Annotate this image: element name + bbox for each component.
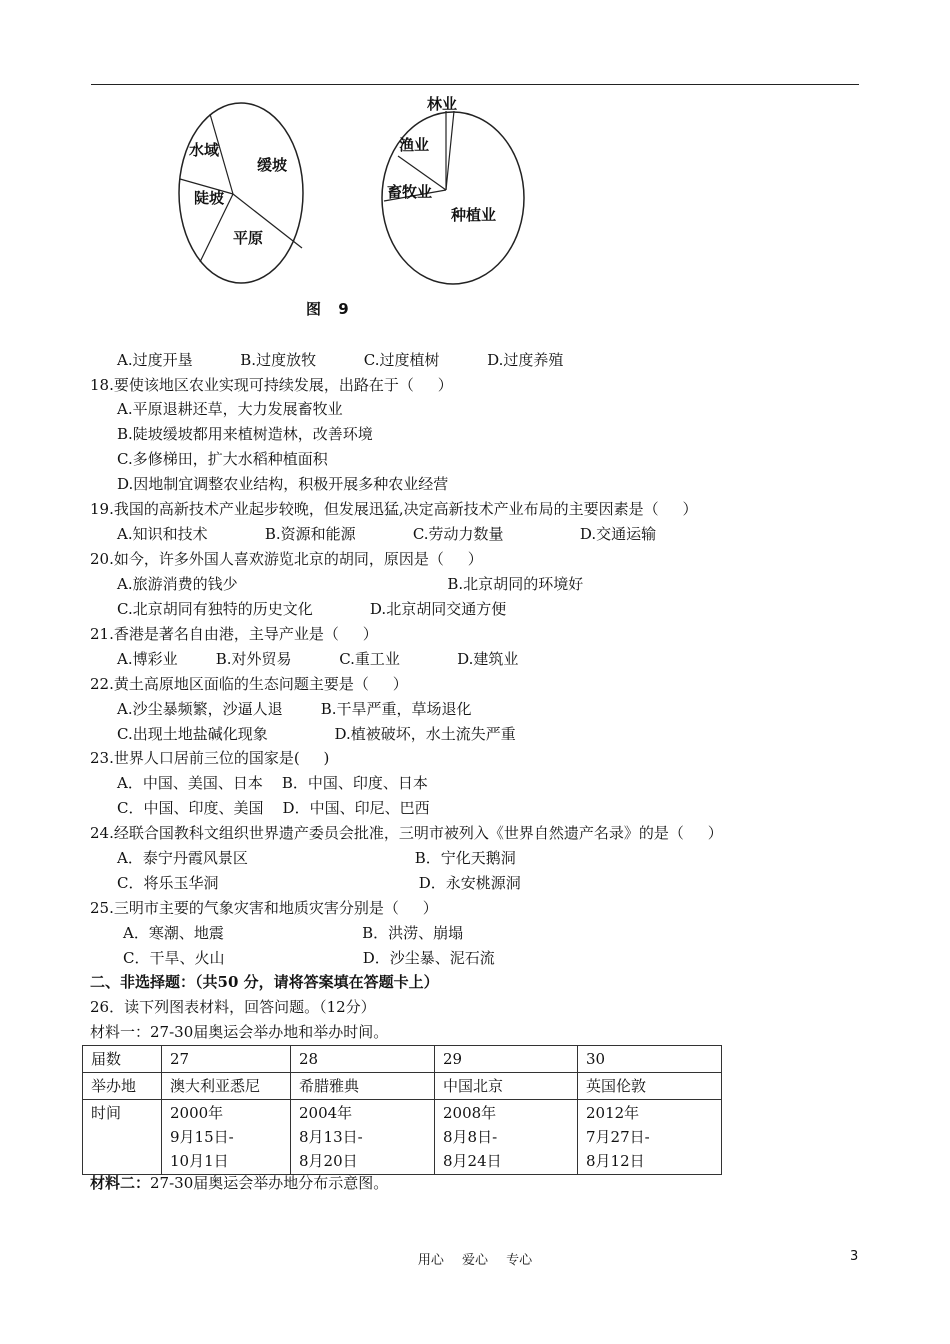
pie2-label-2: 畜牧业: [387, 183, 433, 201]
q20-options-cd: C.北京胡同有独特的历史文化 D.北京胡同交通方便: [117, 600, 507, 618]
pie1-label-2: 陡坡: [194, 189, 225, 207]
pie1-label-0: 水域: [189, 141, 220, 159]
table-cell: 中国北京: [435, 1073, 578, 1100]
table-cell: 英国伦敦: [578, 1073, 722, 1100]
q18-option-c: C.多修梯田，扩大水稻种植面积: [117, 450, 328, 468]
q21-stem: 21.香港是著名自由港，主导产业是（ ）: [90, 625, 378, 643]
table-row: [83, 1046, 722, 1073]
table-cell: 2004年 8月13日- 8月20日: [291, 1100, 435, 1175]
pie1-label-3: 平原: [233, 229, 264, 247]
figure-9: [170, 90, 540, 330]
agriculture-pie: [382, 95, 524, 284]
table-cell: 29: [435, 1046, 578, 1073]
figure-caption: 图 9: [306, 300, 355, 318]
page-number: 3: [850, 1249, 859, 1264]
material-1-label: 材料一：27-30届奥运会举办地和举办时间。: [90, 1023, 389, 1041]
pie2-label-1: 渔业: [399, 136, 430, 154]
q18-stem: 18.要使该地区农业实现可持续发展，出路在于（ ）: [90, 376, 453, 394]
q25-stem: 25.三明市主要的气象灾害和地质灾害分别是（ ）: [90, 899, 438, 917]
table-cell: 27: [162, 1046, 291, 1073]
table-cell: 2000年 9月15日- 10月1日: [162, 1100, 291, 1175]
table-cell: 28: [291, 1046, 435, 1073]
olympics-table: [82, 1045, 722, 1175]
q21-options: A.博彩业 B.对外贸易 C.重工业 D.建筑业: [117, 650, 519, 668]
table-cell: 举办地: [83, 1073, 162, 1100]
q25-options-ab: A．寒潮、地震 B．洪涝、崩塌: [123, 924, 464, 942]
material-2-text: 27-30届奥运会举办地分布示意图。: [150, 1174, 389, 1192]
footer-motto: 用心 爱心 专心: [417, 1253, 533, 1268]
q26-stem: 26．读下列图表材料，回答问题。（12分）: [90, 998, 376, 1016]
q22-options-ab: A.沙尘暴频繁，沙逼人退 B.干旱严重，草场退化: [117, 700, 472, 718]
material-2: [90, 1173, 388, 1193]
q24-options-cd: C．将乐玉华洞 D．永安桃源洞: [117, 874, 521, 892]
table-cell: 30: [578, 1046, 722, 1073]
q23-stem: 23.世界人口居前三位的国家是( ): [90, 749, 330, 767]
table-cell: 澳大利亚悉尼: [162, 1073, 291, 1100]
table-cell: 希腊雅典: [291, 1073, 435, 1100]
q18-option-b: B.陡坡缓坡都用来植树造林，改善环境: [117, 425, 373, 443]
material-2-label: 材料二：: [90, 1174, 151, 1192]
table-cell: 2012年 7月27日- 8月12日: [578, 1100, 722, 1175]
q20-options-ab: A.旅游消费的钱少 B.北京胡同的环境好: [117, 575, 584, 593]
header-rule: [91, 84, 859, 85]
table-cell: 2008年 8月8日- 8月24日: [435, 1100, 578, 1175]
q22-options-cd: C.出现土地盐碱化现象 D.植被破坏，水土流失严重: [117, 725, 516, 743]
q23-options-cd: C．中国、印度、美国 D．中国、印尼、巴西: [117, 799, 430, 817]
q22-stem: 22.黄土高原地区面临的生态问题主要是（ ）: [90, 675, 408, 693]
q18-option-d: D.因地制宜调整农业结构，积极开展多种农业经营: [117, 475, 449, 493]
q23-options-ab: A．中国、美国、日本 B．中国、印度、日本: [117, 774, 428, 792]
q20-stem: 20.如今，许多外国人喜欢游览北京的胡同，原因是（ ）: [90, 550, 483, 568]
pie1-label-1: 缓坡: [257, 156, 288, 174]
q25-options-cd: C．干旱、火山 D．沙尘暴、泥石流: [123, 949, 495, 967]
pie2-label-3: 种植业: [451, 206, 497, 224]
table-cell: 届数: [83, 1046, 162, 1073]
q17-options: A.过度开垦 B.过度放牧 C.过度植树 D.过度养殖: [117, 351, 564, 369]
q24-options-ab: A．泰宁丹霞风景区 B．宁化天鹅洞: [117, 849, 516, 867]
q19-options: A.知识和技术 B.资源和能源 C.劳动力数量 D.交通运输: [117, 525, 657, 543]
q19-stem: 19.我国的高新技术产业起步较晚，但发展迅猛,决定高新技术产业布局的主要因素是（ ）: [90, 500, 698, 518]
q24-stem: 24.经联合国教科文组织世界遗产委员会批准，三明市被列入《世界自然遗产名录》的是（ ）: [90, 824, 723, 842]
land-type-pie: [179, 103, 303, 283]
table-row: [83, 1073, 722, 1100]
q18-option-a: A.平原退耕还草，大力发展畜牧业: [117, 400, 343, 418]
table-row: [83, 1100, 722, 1175]
pie2-label-0: 林业: [427, 95, 458, 113]
table-cell: 时间: [83, 1100, 162, 1175]
section-2-heading: 二、非选择题：（共50 分，请将答案填在答题卡上）: [90, 973, 439, 991]
